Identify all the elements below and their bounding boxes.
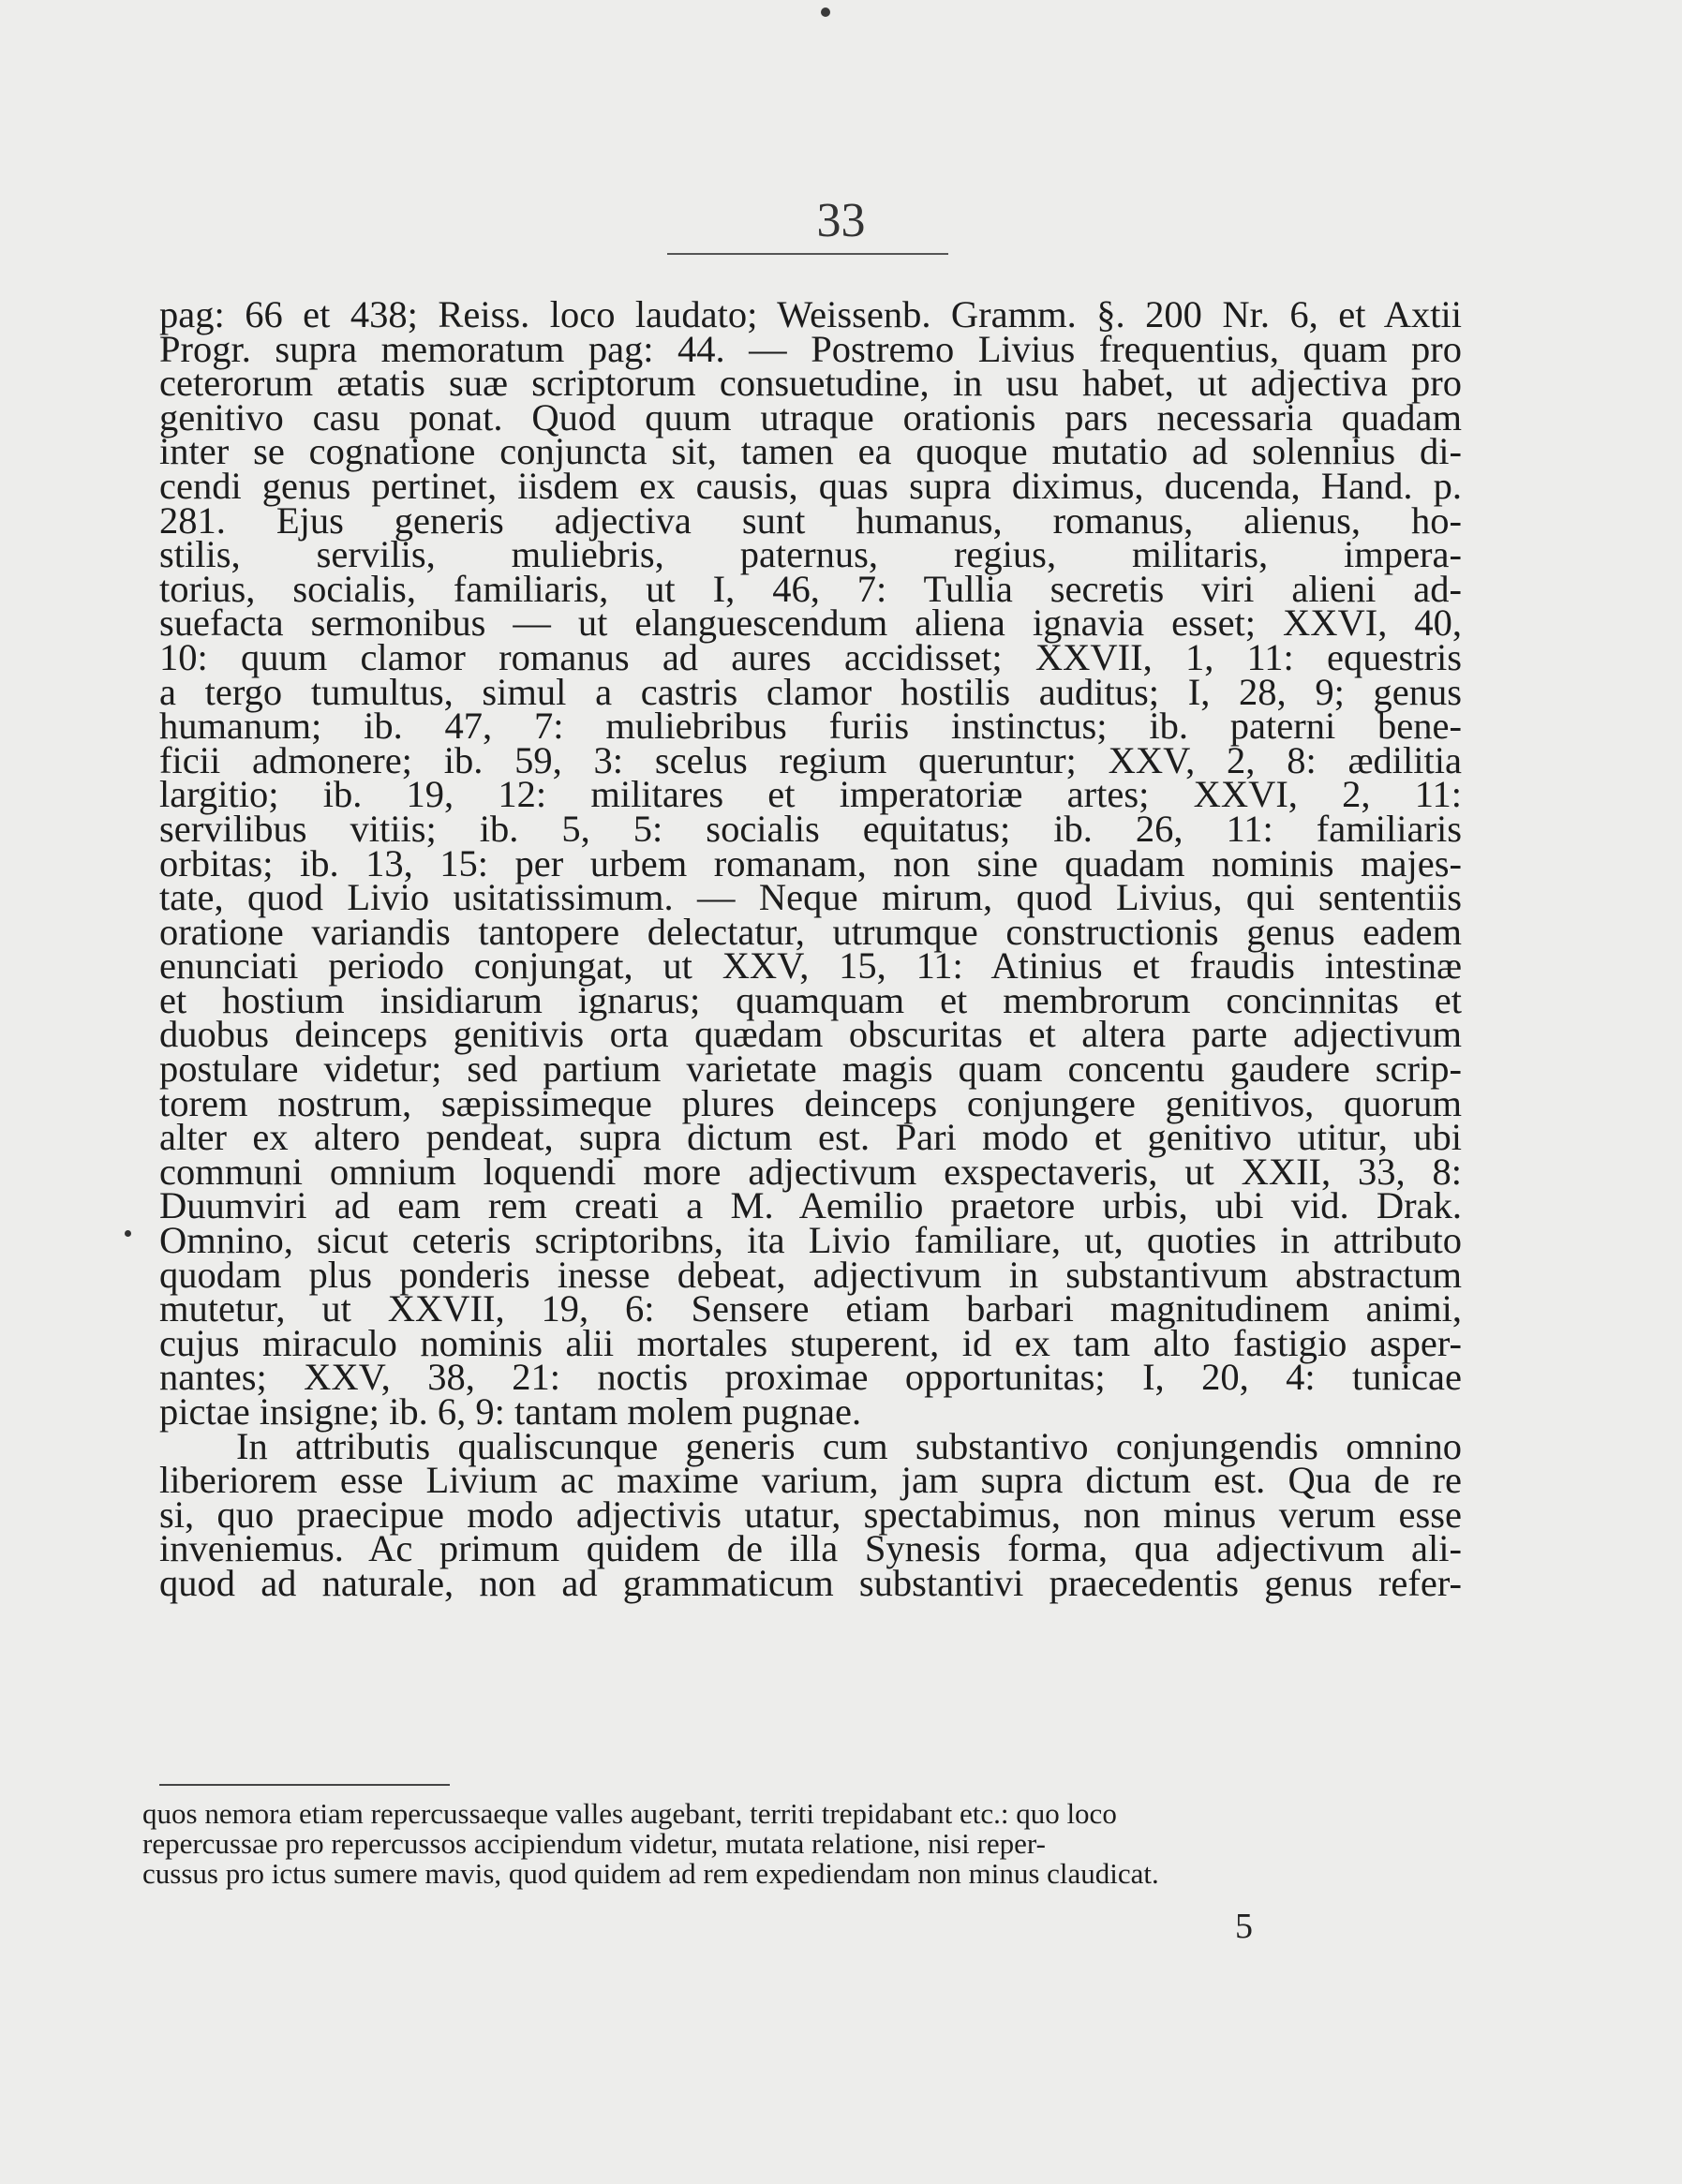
text-line: si, quo praecipue modo adjectivis utatur, spectabimus, non minus verum esse [159,1493,1462,1536]
text-line: et hostium insidiarum ignarus; quamquam et membrorum concinnitas et [159,978,1462,1021]
text-line: stilis, servilis, muliebris, paternus, regius, militaris, impera- [159,533,1462,576]
footnote-line: cussus pro ictus sumere mavis, quod quidem ad rem expediendam non minus claudicat. [142,1857,1159,1890]
text-line: 10: quum clamor romanus ad aures accidisset; XXVII, 1, 11: equestris [159,635,1462,678]
text-line: 281. Ejus generis adjectiva sunt humanus, romanus, alienus, ho- [159,498,1462,542]
footnote-line: quos nemora etiam repercussaeque valles augebant, territi trepidabant etc.: quo loco [142,1797,1117,1830]
text-line: alter ex altero pendeat, supra dictum est. Pari modo et genitivo utitur, ubi [159,1116,1462,1159]
footnote-rule [159,1784,450,1786]
text-line: tate, quod Livio usitatissimum. — Neque mirum, quod Livius, qui sententiis [159,876,1462,919]
text-line: postulare videtur; sed partium varietate magis quam concentu gaudere scrip- [159,1047,1462,1091]
text-line: genitivo casu ponat. Quod quum utraque orationis pars necessaria quadam [159,395,1462,438]
text-line: Progr. supra memoratum pag: 44. — Postremo Livius frequentius, quam pro [159,327,1462,370]
text-line: quodam plus ponderis inesse debeat, adjectivum in substantivum abstractum [159,1253,1462,1296]
text-line: humanum; ib. 47, 7: muliebribus furiis instinctus; ib. paterni bene- [159,705,1462,748]
text-line: pag: 66 et 438; Reiss. loco laudato; Weissenb. Gramm. §. 200 Nr. 6, et Axtii [159,293,1462,335]
text-line: quod ad naturale, non ad grammaticum substantivi praecedentis genus refer- [159,1561,1462,1604]
text-line: liberiorem esse Livium ac maxime varium, jam supra dictum est. Qua de re [159,1459,1462,1502]
text-line: In attributis qualiscunque generis cum substantivo conjungendis omnino [236,1424,1462,1467]
text-line: a tergo tumultus, simul a castris clamor hostilis auditus; I, 28, 9; genus [159,670,1462,713]
main-text [159,293,1462,1604]
text-line: servilibus vitiis; ib. 5, 5: socialis equitatus; ib. 26, 11: familiaris [159,807,1462,850]
text-line: ceterorum ætatis suæ scriptorum consuetudine, in usu habet, ut adjectiva pro [159,362,1462,405]
text-line: enunciati periodo conjungat, ut XXV, 15, 11: Atinius et fraudis intestinæ [159,944,1462,988]
text-line: ficii admonere; ib. 59, 3: scelus regium queruntur; XXV, 2, 8: ædilitia [159,738,1462,781]
text-line: cujus miraculo nominis alii mortales stuperent, id ex tam alto fastigio asper- [159,1321,1462,1364]
text-line: orbitas; ib. 13, 15: per urbem romanam, non sine quadam nominis majes- [159,841,1462,884]
header-rule [667,253,948,255]
text-line: inter se cognatione conjuncta sit, tamen ea quoque mutatio ad solennius di- [159,430,1462,473]
text-line: torem nostrum, sæpissimeque plures deinceps conjungere genitivos, quorum [159,1081,1462,1124]
signature-mark: 5 [1235,1907,1253,1946]
text-line: inveniemus. Ac primum quidem de illa Synesis forma, qua adjectivum ali- [159,1527,1462,1570]
margin-mark [125,1230,131,1237]
text-line: torius, socialis, familiaris, ut I, 46, 7: Tullia secretis viri alieni ad- [159,567,1462,610]
text-line: duobus deinceps genitivis orta quædam obscuritas et altera parte adjectivum [159,1013,1462,1056]
text-line: oratione variandis tantopere delectatur, utrumque constructionis genus eadem [159,910,1462,953]
text-line: Omnino, sicut ceteris scriptoribns, ita Livio familiare, ut, quoties in attributo [159,1219,1462,1262]
text-line: communi omnium loquendi more adjectivum exspectaveris, ut XXII, 33, 8: [159,1150,1462,1193]
text-line: cendi genus pertinet, iisdem ex causis, quas supra diximus, ducenda, Hand. p. [159,464,1462,507]
ink-spot [821,7,830,17]
text-line: suefacta sermonibus — ut elanguescendum aliena ignavia esset; XXVI, 40, [159,602,1462,645]
text-line: Duumviri ad eam rem creati a M. Aemilio praetore urbis, ubi vid. Drak. [159,1184,1462,1227]
footnote [142,1799,1449,1889]
footnote-line: repercussae pro repercussos accipiendum videtur, mutata relatione, nisi reper- [142,1827,1046,1860]
text-line: mutetur, ut XXVII, 19, 6: Sensere etiam barbari magnitudinem animi, [159,1287,1462,1330]
text-line: pictae insigne; ib. 6, 9: tantam molem pugnae. [159,1390,862,1433]
text-line: nantes; XXV, 38, 21: noctis proximae opportunitas; I, 20, 4: tunicae [159,1356,1462,1399]
text-line: largitio; ib. 19, 12: militares et imperatoriæ artes; XXVI, 2, 11: [159,773,1462,816]
page-number: 33 [816,194,866,247]
